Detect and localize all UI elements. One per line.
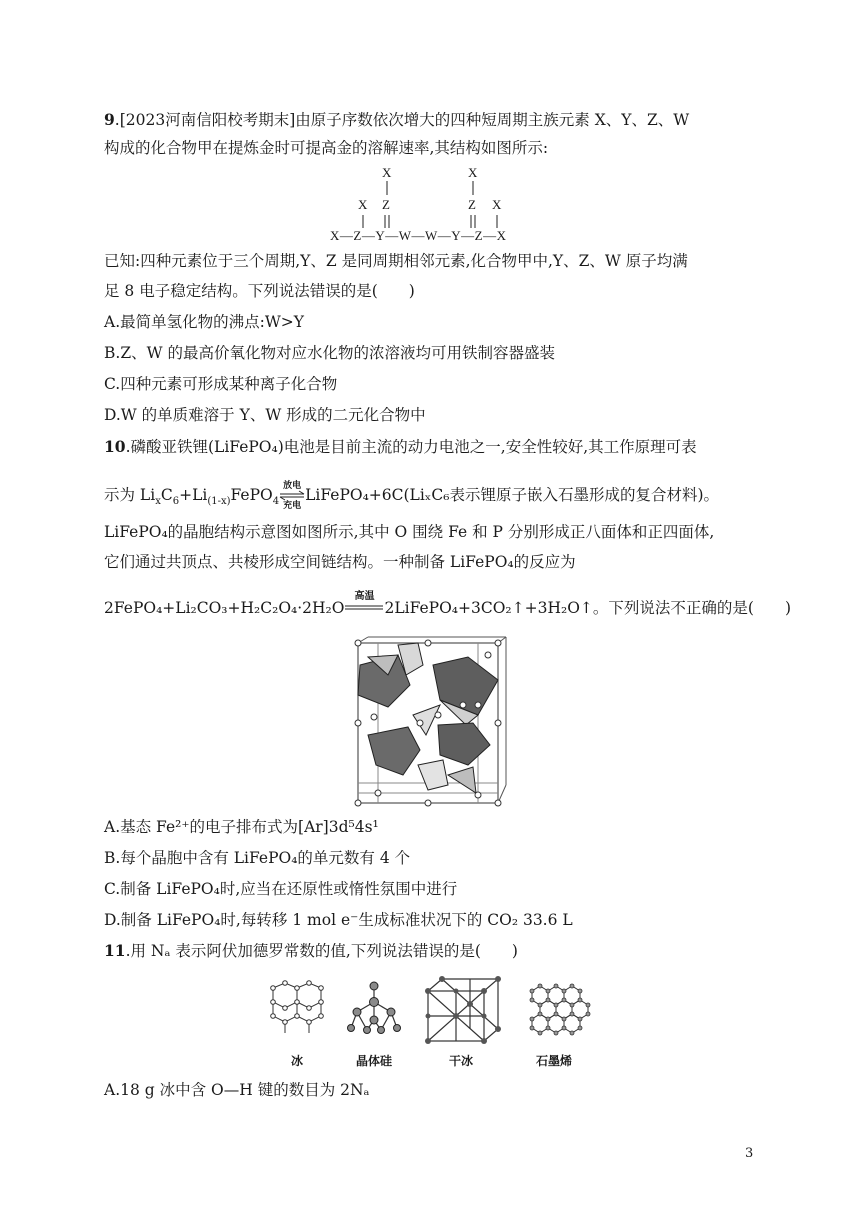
struct-atom-x-top-left: X bbox=[382, 165, 392, 180]
q10-line5 bbox=[104, 591, 791, 620]
struct-chain: X—Z—Y—W—W—Y—Z—X bbox=[330, 228, 507, 243]
q10-option-a: A.基态 Fe²⁺的电子排布式为[Ar]3d⁵4s¹ bbox=[104, 818, 379, 836]
q10-option-d: D.制备 LiFePO₄时,每转移 1 mol e⁻生成标准状况下的 CO₂ 33.6 L bbox=[104, 911, 573, 929]
q10-option-c: C.制备 LiFePO₄时,应当在还原性或惰性氛围中进行 bbox=[104, 880, 458, 898]
q9-option-c: C.四种元素可形成某种离子化合物 bbox=[104, 375, 338, 393]
q9-line2: 构成的化合物甲在提炼金时可提高金的溶解速率,其结构如图所示: bbox=[104, 139, 549, 157]
q10-line4: 它们通过共顶点、共棱形成空间链结构。一种制备 LiFePO₄的反应为 bbox=[104, 553, 576, 571]
q11-option-a: A.18 g 冰中含 O—H 键的数目为 2Nₐ bbox=[104, 1081, 370, 1099]
q9-number: 9 bbox=[104, 110, 115, 129]
structural-formula bbox=[330, 165, 540, 247]
dry-ice-figure bbox=[422, 975, 502, 1045]
q11-line1 bbox=[104, 940, 518, 962]
q10-option-b: B.每个晶胞中含有 LiFePO₄的单元数有 4 个 bbox=[104, 849, 411, 867]
q11-number: 11 bbox=[104, 941, 126, 960]
q11-stem-1: .用 Nₐ 表示阿伏加德罗常数的值,下列说法错误的是( ) bbox=[125, 942, 518, 960]
q10-reaction-pre: 2FePO₄+Li₂CO₃+H₂C₂O₄·2H₂O bbox=[104, 599, 345, 617]
q9-option-b: B.Z、W 的最高价氧化物对应水化物的浓溶液均可用铁制容器盛装 bbox=[104, 344, 555, 362]
q9-option-a: A.最简单氢化物的沸点:W>Y bbox=[104, 313, 304, 331]
q10-eq-post: LiFePO₄+6C(LiₓC₆表示锂原子嵌入石墨形成的复合材料)。 bbox=[305, 486, 719, 504]
q10-stem-1: .磷酸亚铁锂(LiFePO₄)电池是目前主流的动力电池之一,安全性较好,其工作原理可表 bbox=[125, 438, 697, 456]
q10-line3: LiFePO₄的晶胞结构示意图如图所示,其中 O 围绕 Fe 和 P 分别形成正八面体和正四面体, bbox=[104, 523, 715, 541]
q10-eq-pre: 示为 Li bbox=[104, 486, 156, 504]
struct-atom-z-mid-2: Z bbox=[468, 197, 476, 212]
crystal-silicon-figure bbox=[343, 978, 405, 1040]
page-number: 3 bbox=[745, 1146, 754, 1161]
graphene-figure bbox=[522, 983, 592, 1038]
reaction-condition-equals: 高温 bbox=[354, 591, 375, 602]
caption-crystal-silicon: 晶体硅 bbox=[356, 1054, 393, 1068]
caption-dry-ice: 干冰 bbox=[449, 1054, 474, 1068]
lifepo4-crystal-figure bbox=[348, 635, 508, 810]
q9-option-d: D.W 的单质难溶于 Y、W 形成的二元化合物中 bbox=[104, 406, 426, 424]
struct-atom-x-mid-2: X bbox=[492, 197, 502, 212]
q9-line3: 已知:四种元素位于三个周期,Y、Z 是同周期相邻元素,化合物甲中,Y、Z、W 原子均满 bbox=[104, 252, 688, 270]
struct-atom-x-mid-1: X bbox=[358, 197, 368, 212]
q10-line1 bbox=[104, 436, 697, 458]
caption-ice: 冰 bbox=[291, 1054, 304, 1068]
q9-line1 bbox=[104, 109, 689, 131]
ice-structure-figure bbox=[265, 978, 335, 1038]
q10-reaction-post: 2LiFePO₄+3CO₂↑+3H₂O↑。下列说法不正确的是( ) bbox=[384, 599, 791, 617]
q9-line4: 足 8 电子稳定结构。下列说法错误的是( ) bbox=[104, 282, 415, 300]
q9-stem-1: .[2023河南信阳校考期末]由原子序数依次增大的四种短周期主族元素 X、Y、Z、W bbox=[114, 111, 690, 129]
caption-graphene: 石墨烯 bbox=[536, 1054, 573, 1068]
struct-atom-x-top-right: X bbox=[468, 165, 478, 180]
q10-line2: 示为 $Li_xC_6+Li_{(1-x)}FePO_4$ 放电 充电 LiFePO₄+6C(LiₓC₆表示锂原子嵌入石墨形成的复合材料)。 bbox=[104, 481, 719, 511]
reversible-arrow: 放电 充电 bbox=[279, 485, 305, 507]
q10-number: 10 bbox=[104, 437, 126, 456]
struct-atom-z-mid-1: Z bbox=[382, 197, 390, 212]
